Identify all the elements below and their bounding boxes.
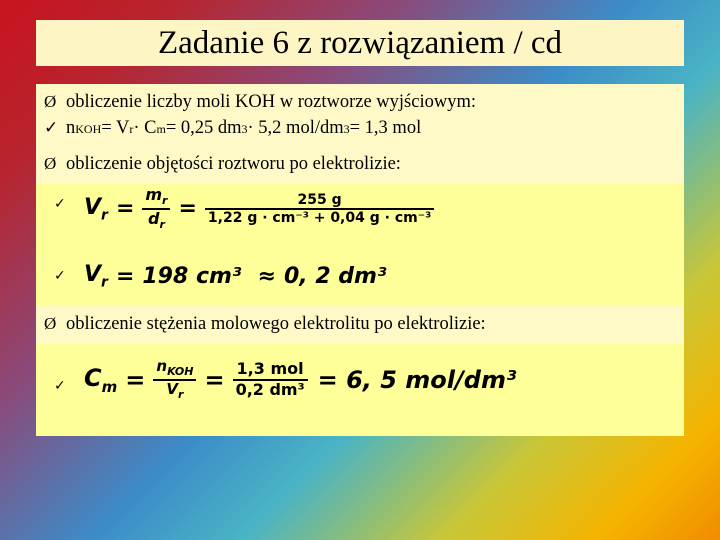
conc-equals: = [125,365,146,394]
conc-result: = 6, 5 mol/dm³ [317,365,517,394]
title-box [36,20,684,66]
bullet-line-moles [44,92,476,113]
moles-exp1: 3 [241,122,248,136]
result-lhs: V [84,262,102,287]
fraction-moles-volume: $\frac{n_{KOH}}{V_r}$ [153,358,196,401]
moles-volume: = 0,25 dm [165,118,242,138]
fraction-conc-values [233,360,308,399]
arrow-bullet-icon: Ø [44,314,57,333]
moles-exp2: 3 [343,122,350,136]
conc-lhs: C [84,363,102,392]
fraction-values [205,192,434,226]
moles-n-sub: KOH [75,122,102,136]
fraction-mass-density: $\frac{m_r}{d_r}$ [142,186,170,232]
concentration-heading: obliczenie stężenia molowego elektrolitu po elektrolizie: [66,314,486,334]
arrow-bullet-icon: Ø [44,92,57,111]
moles-dot-c: · C [133,118,157,138]
check-icon: ✓ [44,118,59,137]
conc-numerator: 1,3 mol [236,359,304,379]
panel-concentration-formula [36,344,684,436]
volume-formula [84,186,434,232]
result-equals: = [115,263,135,289]
moles-v-sub: r [129,122,134,136]
volume-heading: obliczenie objętości roztworu po elektrolizie: [66,154,401,174]
result-approx: ≈ [257,263,276,289]
moles-result: = 1,3 mol [349,118,422,138]
volume-result: $V_r$ = 198 cm³ ≈ 0, 2 dm³ [84,262,387,291]
formula-equals: = [115,196,135,222]
concentration-formula: $C_m$ = $\frac{n_{KOH}}{V_r}$ = $\frac{\text{1,3 mol}}{\text{0,2 dm³}}$ = 6, 5 mol/dm³ [84,357,517,401]
moles-eq-v: = V [101,118,130,138]
panel-moles [36,84,684,150]
moles-conc: · 5,2 mol/dm [247,118,344,138]
page-title: Zadanie 6 z rozwiązaniem / cd [157,24,563,61]
check-icon: ✓ [54,378,66,394]
moles-n: n [66,118,76,138]
moles-calculation [44,118,421,139]
moles-c-sub: m [156,122,166,136]
check-icon: ✓ [54,268,66,284]
result-volume-dm3: 0, 2 dm³ [284,263,387,289]
result-volume-cm3: 198 cm³ [142,263,242,289]
panel-volume-formulas [36,184,684,306]
fraction-numerator: 255 g [297,191,342,208]
conc-denominator: 0,2 dm³ [235,379,305,399]
check-icon: ✓ [54,196,66,212]
moles-heading: obliczenie liczby moli KOH w roztworze wyjściowym: [66,92,476,112]
panel-volume-heading [36,150,684,184]
bullet-line-concentration [44,314,486,335]
conc-equals-2: = [204,365,225,394]
arrow-bullet-icon: Ø [44,154,57,173]
panel-concentration-heading [36,306,684,344]
fraction-denominator: 1,22 g · cm⁻³ + 0,04 g · cm⁻³ [207,209,432,226]
formula-lhs: $V_r$ [84,194,108,224]
bullet-line-volume [44,154,401,175]
formula-equals-2: = [178,196,197,222]
